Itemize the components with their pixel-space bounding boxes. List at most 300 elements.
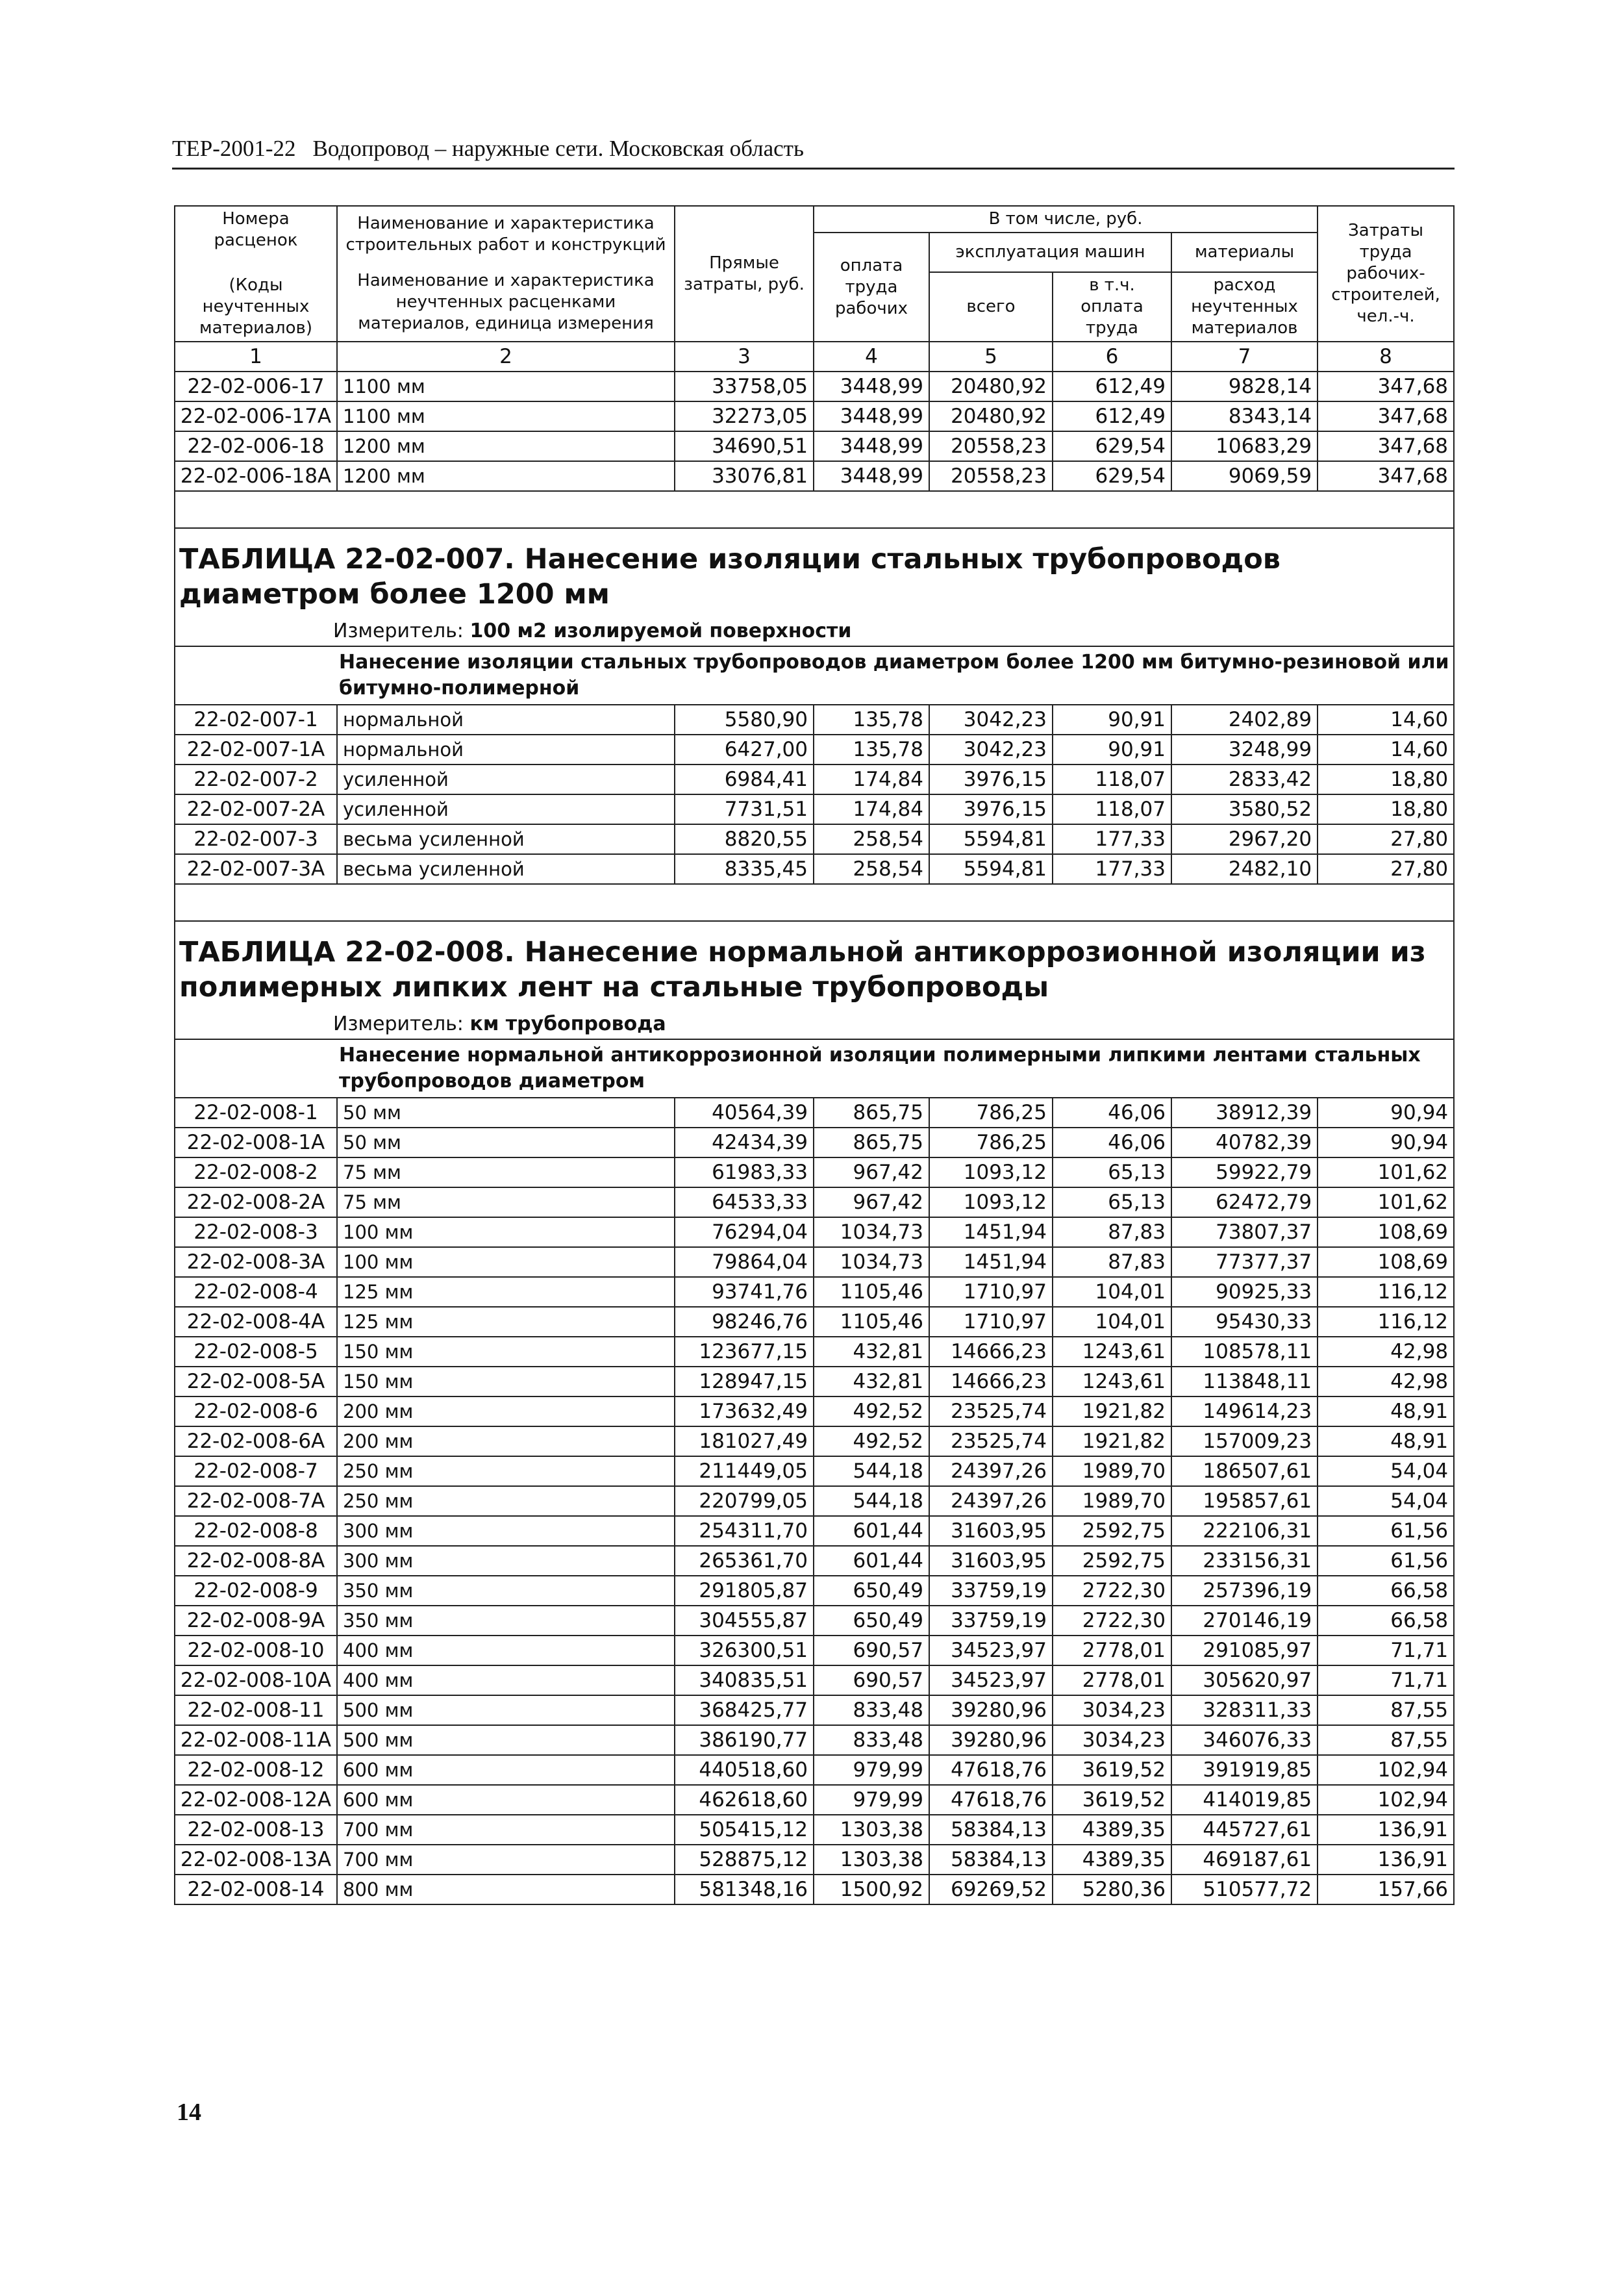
cell-mach-pay: 3034,23 bbox=[1053, 1695, 1171, 1725]
cell-direct: 123677,15 bbox=[675, 1337, 814, 1367]
cell-pay: 1303,38 bbox=[814, 1815, 929, 1845]
cell-mach: 1451,94 bbox=[929, 1217, 1053, 1247]
table-007-subheading: Нанесение изоляции стальных трубопроводов диаметром более 1200 мм битумно-резиновой или битумно-полимерной bbox=[175, 646, 1454, 705]
cell-mat: 59922,79 bbox=[1171, 1157, 1318, 1187]
cell-mach: 34523,97 bbox=[929, 1636, 1053, 1665]
cell-direct: 173632,49 bbox=[675, 1396, 814, 1426]
table-008-subheading-row bbox=[175, 1039, 1454, 1098]
cell-mach-pay: 65,13 bbox=[1053, 1157, 1171, 1187]
cell-name: 125 мм bbox=[337, 1307, 675, 1337]
doc-code: ТЕР-2001-22 bbox=[172, 136, 296, 161]
cell-code: 22-02-008-3А bbox=[175, 1247, 337, 1277]
cell-mach-pay: 118,07 bbox=[1053, 794, 1171, 824]
table-row bbox=[175, 1665, 1454, 1695]
cell-labor: 54,04 bbox=[1318, 1486, 1454, 1516]
cell-mat: 2967,20 bbox=[1171, 824, 1318, 854]
cell-name: 700 мм bbox=[337, 1845, 675, 1875]
cell-code: 22-02-008-6А bbox=[175, 1426, 337, 1456]
cell-name: 1200 мм bbox=[337, 431, 675, 461]
cell-code: 22-02-008-9А bbox=[175, 1606, 337, 1636]
cell-mach-pay: 104,01 bbox=[1053, 1277, 1171, 1307]
cell-mach-pay: 1243,61 bbox=[1053, 1367, 1171, 1396]
cell-direct: 32273,05 bbox=[675, 401, 814, 431]
cell-pay: 833,48 bbox=[814, 1695, 929, 1725]
cell-code: 22-02-008-13А bbox=[175, 1845, 337, 1875]
cell-mat: 186507,61 bbox=[1171, 1456, 1318, 1486]
cell-mat: 305620,97 bbox=[1171, 1665, 1318, 1695]
header-machines-labor: в т.ч. оплата труда bbox=[1053, 272, 1171, 342]
cell-mach: 3976,15 bbox=[929, 764, 1053, 794]
table-008-title-row bbox=[175, 921, 1454, 1010]
cell-code: 22-02-006-18А bbox=[175, 461, 337, 491]
table-row bbox=[175, 1875, 1454, 1904]
section-spacer bbox=[175, 884, 1454, 921]
cell-mach-pay: 2592,75 bbox=[1053, 1546, 1171, 1576]
cell-labor: 87,55 bbox=[1318, 1725, 1454, 1755]
cell-labor: 48,91 bbox=[1318, 1396, 1454, 1426]
cell-mach: 39280,96 bbox=[929, 1725, 1053, 1755]
table-row bbox=[175, 1755, 1454, 1785]
cell-mach-pay: 3619,52 bbox=[1053, 1785, 1171, 1815]
cell-mat: 2402,89 bbox=[1171, 705, 1318, 735]
cell-direct: 462618,60 bbox=[675, 1785, 814, 1815]
cell-direct: 6984,41 bbox=[675, 764, 814, 794]
cell-mat: 9069,59 bbox=[1171, 461, 1318, 491]
cell-code: 22-02-006-17 bbox=[175, 372, 337, 401]
cell-mach-pay: 2778,01 bbox=[1053, 1636, 1171, 1665]
table-008-subheading: Нанесение нормальной антикоррозионной изоляции полимерными липкими лентами стальных трубопроводов диаметром bbox=[175, 1039, 1454, 1098]
cell-mach: 3042,23 bbox=[929, 705, 1053, 735]
cell-mach: 20480,92 bbox=[929, 401, 1053, 431]
cell-code: 22-02-007-2 bbox=[175, 764, 337, 794]
cell-mat: 346076,33 bbox=[1171, 1725, 1318, 1755]
cell-labor: 14,60 bbox=[1318, 705, 1454, 735]
cell-pay: 258,54 bbox=[814, 824, 929, 854]
table-007-title: ТАБЛИЦА 22-02-007. Нанесение изоляции стальных трубопроводов диаметром более 1200 мм bbox=[175, 528, 1454, 617]
cell-mat: 40782,39 bbox=[1171, 1128, 1318, 1157]
cell-labor: 42,98 bbox=[1318, 1367, 1454, 1396]
cell-labor: 66,58 bbox=[1318, 1576, 1454, 1606]
table-header-row-1 bbox=[175, 206, 1454, 233]
cell-name: 350 мм bbox=[337, 1576, 675, 1606]
cell-pay: 3448,99 bbox=[814, 401, 929, 431]
cell-code: 22-02-008-6 bbox=[175, 1396, 337, 1426]
cell-mach-pay: 177,33 bbox=[1053, 854, 1171, 884]
cell-code: 22-02-008-13 bbox=[175, 1815, 337, 1845]
cell-mach-pay: 2778,01 bbox=[1053, 1665, 1171, 1695]
doc-title: Водопровод – наружные сети. Московская область bbox=[312, 136, 804, 161]
cell-labor: 157,66 bbox=[1318, 1875, 1454, 1904]
table-007-subheading-row bbox=[175, 646, 1454, 705]
cell-mat: 113848,11 bbox=[1171, 1367, 1318, 1396]
cell-code: 22-02-008-3 bbox=[175, 1217, 337, 1247]
cell-mat: 62472,79 bbox=[1171, 1187, 1318, 1217]
table-row bbox=[175, 1307, 1454, 1337]
cell-name: весьма усиленной bbox=[337, 824, 675, 854]
section-spacer bbox=[175, 491, 1454, 528]
cell-mat: 270146,19 bbox=[1171, 1606, 1318, 1636]
header-labor-pay: оплата труда рабочих bbox=[814, 233, 929, 342]
cell-pay: 690,57 bbox=[814, 1636, 929, 1665]
cell-name: 125 мм bbox=[337, 1277, 675, 1307]
cell-mach: 58384,13 bbox=[929, 1845, 1053, 1875]
cell-labor: 108,69 bbox=[1318, 1247, 1454, 1277]
cell-code: 22-02-008-11А bbox=[175, 1725, 337, 1755]
cell-mat: 2482,10 bbox=[1171, 854, 1318, 884]
table-row bbox=[175, 1337, 1454, 1367]
cell-name: 300 мм bbox=[337, 1546, 675, 1576]
cell-name: 800 мм bbox=[337, 1875, 675, 1904]
cell-name: 150 мм bbox=[337, 1337, 675, 1367]
cell-code: 22-02-008-4 bbox=[175, 1277, 337, 1307]
cell-pay: 1105,46 bbox=[814, 1277, 929, 1307]
table-row bbox=[175, 1845, 1454, 1875]
table-row bbox=[175, 1187, 1454, 1217]
cell-mach: 31603,95 bbox=[929, 1546, 1053, 1576]
cell-pay: 979,99 bbox=[814, 1785, 929, 1815]
cell-mach: 14666,23 bbox=[929, 1367, 1053, 1396]
cell-mach-pay: 118,07 bbox=[1053, 764, 1171, 794]
cell-code: 22-02-007-1 bbox=[175, 705, 337, 735]
cell-direct: 6427,00 bbox=[675, 735, 814, 764]
header-including: В том числе, руб. bbox=[814, 206, 1318, 233]
cell-mach: 23525,74 bbox=[929, 1396, 1053, 1426]
cell-code: 22-02-008-5А bbox=[175, 1367, 337, 1396]
page-number: 14 bbox=[177, 2099, 201, 2126]
cell-mach-pay: 104,01 bbox=[1053, 1307, 1171, 1337]
table-row bbox=[175, 372, 1454, 401]
cell-direct: 42434,39 bbox=[675, 1128, 814, 1157]
cell-mach: 1451,94 bbox=[929, 1247, 1053, 1277]
cell-code: 22-02-007-2А bbox=[175, 794, 337, 824]
cell-mach-pay: 3619,52 bbox=[1053, 1755, 1171, 1785]
cell-mach-pay: 65,13 bbox=[1053, 1187, 1171, 1217]
cell-mach-pay: 4389,35 bbox=[1053, 1815, 1171, 1845]
cell-mat: 233156,31 bbox=[1171, 1546, 1318, 1576]
cell-labor: 347,68 bbox=[1318, 372, 1454, 401]
table-row bbox=[175, 1785, 1454, 1815]
cell-name: 700 мм bbox=[337, 1815, 675, 1845]
cell-mach-pay: 90,91 bbox=[1053, 705, 1171, 735]
cell-direct: 340835,51 bbox=[675, 1665, 814, 1695]
table-row bbox=[175, 824, 1454, 854]
cell-direct: 33758,05 bbox=[675, 372, 814, 401]
cell-pay: 174,84 bbox=[814, 764, 929, 794]
cell-direct: 76294,04 bbox=[675, 1217, 814, 1247]
cell-pay: 135,78 bbox=[814, 735, 929, 764]
cell-name: 500 мм bbox=[337, 1695, 675, 1725]
cell-pay: 544,18 bbox=[814, 1456, 929, 1486]
cell-name: нормальной bbox=[337, 735, 675, 764]
table-row bbox=[175, 794, 1454, 824]
cell-name: 150 мм bbox=[337, 1367, 675, 1396]
cell-direct: 7731,51 bbox=[675, 794, 814, 824]
cell-pay: 3448,99 bbox=[814, 431, 929, 461]
cell-code: 22-02-008-5 bbox=[175, 1337, 337, 1367]
cell-labor: 116,12 bbox=[1318, 1277, 1454, 1307]
cell-mat: 9828,14 bbox=[1171, 372, 1318, 401]
cell-labor: 66,58 bbox=[1318, 1606, 1454, 1636]
table-row bbox=[175, 1456, 1454, 1486]
cell-mat: 108578,11 bbox=[1171, 1337, 1318, 1367]
cell-mach: 1093,12 bbox=[929, 1187, 1053, 1217]
cell-mach-pay: 629,54 bbox=[1053, 461, 1171, 491]
cell-mach-pay: 87,83 bbox=[1053, 1217, 1171, 1247]
cell-name: 600 мм bbox=[337, 1785, 675, 1815]
cell-pay: 135,78 bbox=[814, 705, 929, 735]
unit-label: Измеритель: bbox=[333, 620, 464, 642]
table-row bbox=[175, 1128, 1454, 1157]
cell-mach: 5594,81 bbox=[929, 824, 1053, 854]
cell-mach: 3042,23 bbox=[929, 735, 1053, 764]
cell-name: 250 мм bbox=[337, 1456, 675, 1486]
cell-code: 22-02-007-3А bbox=[175, 854, 337, 884]
cell-pay: 3448,99 bbox=[814, 372, 929, 401]
cell-labor: 42,98 bbox=[1318, 1337, 1454, 1367]
cell-mat: 10683,29 bbox=[1171, 431, 1318, 461]
cell-mach-pay: 177,33 bbox=[1053, 824, 1171, 854]
cell-mach: 1710,97 bbox=[929, 1277, 1053, 1307]
cell-mat: 257396,19 bbox=[1171, 1576, 1318, 1606]
table-row bbox=[175, 401, 1454, 431]
cell-mach-pay: 1989,70 bbox=[1053, 1456, 1171, 1486]
cell-mach-pay: 2722,30 bbox=[1053, 1606, 1171, 1636]
cell-mach: 20480,92 bbox=[929, 372, 1053, 401]
cell-name: 50 мм bbox=[337, 1098, 675, 1128]
cell-code: 22-02-007-1А bbox=[175, 735, 337, 764]
cell-labor: 90,94 bbox=[1318, 1098, 1454, 1128]
cell-direct: 265361,70 bbox=[675, 1546, 814, 1576]
cell-mach: 24397,26 bbox=[929, 1486, 1053, 1516]
table-row bbox=[175, 1636, 1454, 1665]
cell-mach: 14666,23 bbox=[929, 1337, 1053, 1367]
table-row bbox=[175, 1277, 1454, 1307]
table-row bbox=[175, 431, 1454, 461]
cell-direct: 79864,04 bbox=[675, 1247, 814, 1277]
cell-labor: 102,94 bbox=[1318, 1785, 1454, 1815]
cell-mat: 3248,99 bbox=[1171, 735, 1318, 764]
cell-mach: 58384,13 bbox=[929, 1815, 1053, 1845]
cell-mat: 414019,85 bbox=[1171, 1785, 1318, 1815]
cell-direct: 181027,49 bbox=[675, 1426, 814, 1456]
cell-mat: 469187,61 bbox=[1171, 1845, 1318, 1875]
cell-code: 22-02-008-8А bbox=[175, 1546, 337, 1576]
cell-name: 75 мм bbox=[337, 1157, 675, 1187]
cell-mach-pay: 1921,82 bbox=[1053, 1426, 1171, 1456]
table-row bbox=[175, 764, 1454, 794]
cell-pay: 833,48 bbox=[814, 1725, 929, 1755]
cell-code: 22-02-008-8 bbox=[175, 1516, 337, 1546]
cell-mach: 69269,52 bbox=[929, 1875, 1053, 1904]
cell-mat: 195857,61 bbox=[1171, 1486, 1318, 1516]
cell-direct: 581348,16 bbox=[675, 1875, 814, 1904]
rates-table-body bbox=[175, 206, 1454, 1904]
cell-name: 500 мм bbox=[337, 1725, 675, 1755]
cell-pay: 601,44 bbox=[814, 1546, 929, 1576]
cell-code: 22-02-008-7А bbox=[175, 1486, 337, 1516]
cell-code: 22-02-008-12А bbox=[175, 1785, 337, 1815]
cell-pay: 650,49 bbox=[814, 1606, 929, 1636]
cell-name: 300 мм bbox=[337, 1516, 675, 1546]
table-row bbox=[175, 1546, 1454, 1576]
cell-labor: 136,91 bbox=[1318, 1815, 1454, 1845]
cell-pay: 865,75 bbox=[814, 1098, 929, 1128]
cell-pay: 3448,99 bbox=[814, 461, 929, 491]
cell-name: 400 мм bbox=[337, 1636, 675, 1665]
cell-labor: 54,04 bbox=[1318, 1456, 1454, 1486]
cell-mat: 2833,42 bbox=[1171, 764, 1318, 794]
cell-code: 22-02-008-4А bbox=[175, 1307, 337, 1337]
cell-code: 22-02-006-17А bbox=[175, 401, 337, 431]
cell-mach: 33759,19 bbox=[929, 1606, 1053, 1636]
cell-labor: 61,56 bbox=[1318, 1516, 1454, 1546]
cell-labor: 347,68 bbox=[1318, 431, 1454, 461]
cell-name: весьма усиленной bbox=[337, 854, 675, 884]
table-row bbox=[175, 1516, 1454, 1546]
cell-direct: 8820,55 bbox=[675, 824, 814, 854]
cell-code: 22-02-008-11 bbox=[175, 1695, 337, 1725]
header-unaccounted-materials: расход неучтенных материалов bbox=[1171, 272, 1318, 342]
cell-pay: 967,42 bbox=[814, 1157, 929, 1187]
cell-mat: 3580,52 bbox=[1171, 794, 1318, 824]
cell-name: усиленной bbox=[337, 794, 675, 824]
cell-mat: 8343,14 bbox=[1171, 401, 1318, 431]
cell-direct: 505415,12 bbox=[675, 1815, 814, 1845]
cell-mach: 1710,97 bbox=[929, 1307, 1053, 1337]
cell-mach-pay: 1989,70 bbox=[1053, 1486, 1171, 1516]
cell-labor: 90,94 bbox=[1318, 1128, 1454, 1157]
price-sheet bbox=[174, 205, 1453, 1905]
cell-mach-pay: 87,83 bbox=[1053, 1247, 1171, 1277]
cell-mach: 786,25 bbox=[929, 1098, 1053, 1128]
table-007-unit bbox=[175, 617, 1454, 646]
cell-labor: 48,91 bbox=[1318, 1426, 1454, 1456]
cell-direct: 61983,33 bbox=[675, 1157, 814, 1187]
table-row bbox=[175, 1217, 1454, 1247]
page-header bbox=[172, 130, 1455, 170]
cell-name: 100 мм bbox=[337, 1247, 675, 1277]
cell-mach-pay: 612,49 bbox=[1053, 372, 1171, 401]
cell-mach-pay: 629,54 bbox=[1053, 431, 1171, 461]
cell-direct: 128947,15 bbox=[675, 1367, 814, 1396]
cell-pay: 1303,38 bbox=[814, 1845, 929, 1875]
cell-mat: 291085,97 bbox=[1171, 1636, 1318, 1665]
table-row bbox=[175, 1695, 1454, 1725]
cell-pay: 1500,92 bbox=[814, 1875, 929, 1904]
table-row bbox=[175, 1396, 1454, 1426]
cell-pay: 979,99 bbox=[814, 1755, 929, 1785]
cell-mat: 38912,39 bbox=[1171, 1098, 1318, 1128]
table-row bbox=[175, 735, 1454, 764]
cell-mach-pay: 612,49 bbox=[1053, 401, 1171, 431]
cell-code: 22-02-008-2 bbox=[175, 1157, 337, 1187]
cell-mach-pay: 2722,30 bbox=[1053, 1576, 1171, 1606]
table-row bbox=[175, 1426, 1454, 1456]
cell-direct: 304555,87 bbox=[675, 1606, 814, 1636]
cell-name: 350 мм bbox=[337, 1606, 675, 1636]
cell-name: усиленной bbox=[337, 764, 675, 794]
unit-value: км трубопровода bbox=[469, 1013, 666, 1035]
cell-code: 22-02-008-10 bbox=[175, 1636, 337, 1665]
cell-direct: 93741,76 bbox=[675, 1277, 814, 1307]
cell-code: 22-02-007-3 bbox=[175, 824, 337, 854]
cell-labor: 61,56 bbox=[1318, 1546, 1454, 1576]
cell-pay: 432,81 bbox=[814, 1367, 929, 1396]
cell-name: 400 мм bbox=[337, 1665, 675, 1695]
cell-labor: 347,68 bbox=[1318, 401, 1454, 431]
cell-labor: 27,80 bbox=[1318, 854, 1454, 884]
header-machines: эксплуатация машин bbox=[929, 233, 1171, 272]
cell-mach: 5594,81 bbox=[929, 854, 1053, 884]
cell-mach-pay: 1921,82 bbox=[1053, 1396, 1171, 1426]
cell-direct: 220799,05 bbox=[675, 1486, 814, 1516]
cell-code: 22-02-008-2А bbox=[175, 1187, 337, 1217]
table-row bbox=[175, 461, 1454, 491]
cell-mach: 24397,26 bbox=[929, 1456, 1053, 1486]
cell-mach: 3976,15 bbox=[929, 794, 1053, 824]
table-row bbox=[175, 854, 1454, 884]
cell-mach: 39280,96 bbox=[929, 1695, 1053, 1725]
cell-code: 22-02-008-1А bbox=[175, 1128, 337, 1157]
cell-pay: 690,57 bbox=[814, 1665, 929, 1695]
cell-mach-pay: 46,06 bbox=[1053, 1098, 1171, 1128]
table-row bbox=[175, 1606, 1454, 1636]
cell-mach: 31603,95 bbox=[929, 1516, 1053, 1546]
cell-labor: 14,60 bbox=[1318, 735, 1454, 764]
header-labor-cost: Затраты труда рабочих-строителей, чел.-ч. bbox=[1318, 206, 1454, 342]
table-row bbox=[175, 705, 1454, 735]
header-machines-total: всего bbox=[929, 272, 1053, 342]
cell-labor: 136,91 bbox=[1318, 1845, 1454, 1875]
cell-mat: 328311,33 bbox=[1171, 1695, 1318, 1725]
cell-name: 50 мм bbox=[337, 1128, 675, 1157]
table-008-unit-row bbox=[175, 1010, 1454, 1039]
cell-code: 22-02-008-1 bbox=[175, 1098, 337, 1128]
cell-name: 600 мм bbox=[337, 1755, 675, 1785]
cell-pay: 492,52 bbox=[814, 1396, 929, 1426]
cell-labor: 27,80 bbox=[1318, 824, 1454, 854]
cell-pay: 865,75 bbox=[814, 1128, 929, 1157]
cell-direct: 528875,12 bbox=[675, 1845, 814, 1875]
cell-pay: 432,81 bbox=[814, 1337, 929, 1367]
cell-mat: 77377,37 bbox=[1171, 1247, 1318, 1277]
header-direct-costs: Прямые затраты, руб. bbox=[675, 206, 814, 342]
table-row bbox=[175, 1486, 1454, 1516]
cell-labor: 116,12 bbox=[1318, 1307, 1454, 1337]
cell-labor: 87,55 bbox=[1318, 1695, 1454, 1725]
cell-pay: 258,54 bbox=[814, 854, 929, 884]
cell-direct: 368425,77 bbox=[675, 1695, 814, 1725]
table-007-title-row bbox=[175, 528, 1454, 617]
cell-mat: 391919,85 bbox=[1171, 1755, 1318, 1785]
cell-mat: 222106,31 bbox=[1171, 1516, 1318, 1546]
cell-name: 200 мм bbox=[337, 1396, 675, 1426]
cell-mach: 47618,76 bbox=[929, 1785, 1053, 1815]
cell-labor: 18,80 bbox=[1318, 794, 1454, 824]
table-row bbox=[175, 1815, 1454, 1845]
cell-pay: 1034,73 bbox=[814, 1217, 929, 1247]
cell-mach-pay: 90,91 bbox=[1053, 735, 1171, 764]
cell-mat: 149614,23 bbox=[1171, 1396, 1318, 1426]
header-codes: Номера расценок (Коды неучтенных материалов) bbox=[175, 206, 337, 342]
table-row bbox=[175, 1247, 1454, 1277]
cell-mach-pay: 5280,36 bbox=[1053, 1875, 1171, 1904]
cell-mach-pay: 46,06 bbox=[1053, 1128, 1171, 1157]
cell-direct: 5580,90 bbox=[675, 705, 814, 735]
cell-labor: 101,62 bbox=[1318, 1157, 1454, 1187]
cell-labor: 347,68 bbox=[1318, 461, 1454, 491]
cell-direct: 254311,70 bbox=[675, 1516, 814, 1546]
